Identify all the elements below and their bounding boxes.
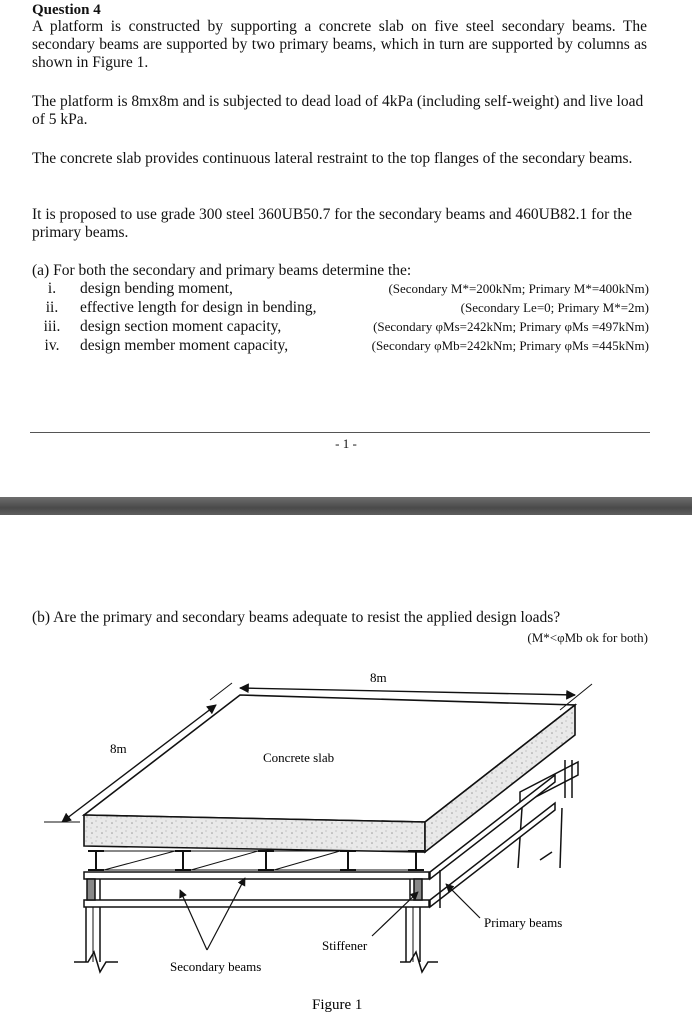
front-primary-beam [84, 872, 429, 907]
question-title: Question 4 [32, 2, 101, 18]
page-separator [0, 497, 692, 515]
leader-secondary-b [207, 878, 245, 950]
dim-label-left: 8m [110, 741, 127, 756]
paragraph-restraint: The concrete slab provides continuous lateral restraint to the top flanges of the secondary beams. [32, 150, 633, 167]
label-stiffener: Stiffener [322, 938, 368, 953]
footer-rule [30, 432, 650, 433]
list-answer: (Secondary φMb=242kNm; Primary φMs =445kNm) [371, 338, 649, 353]
list-item [32, 318, 649, 336]
part-b-answer: (M*<φMb ok for both) [527, 630, 648, 645]
list-text: design section moment capacity, [80, 318, 282, 335]
list-answer: (Secondary M*=200kNm; Primary M*=400kNm) [388, 281, 649, 296]
leader-primary [446, 884, 480, 918]
figure-1 [0, 650, 692, 1024]
paragraph-loads: The platform is 8mx8m and is subjected to dead load of 4kPa (including self-weight) and live load of 5 kPa. [32, 93, 644, 128]
list-item [32, 280, 649, 298]
label-secondary-beams: Secondary beams [170, 959, 262, 974]
figure-caption: Figure 1 [312, 997, 363, 1013]
list-text: effective length for design in bending, [80, 299, 317, 316]
leader-stiffener [372, 892, 418, 936]
list-number: i. [47, 280, 57, 297]
list-answer: (Secondary Le=0; Primary M*=2m) [460, 300, 649, 315]
dim-ext-top-left [210, 683, 232, 700]
part-a-intro: (a) For both the secondary and primary beams determine the: [32, 262, 412, 279]
dim-ext-top-right [560, 684, 592, 710]
list-item [32, 337, 649, 355]
list-number: ii. [45, 299, 59, 316]
list-text: design member moment capacity, [80, 337, 289, 354]
dim-line-top [240, 688, 575, 695]
part-b-question: (b) Are the primary and secondary beams adequate to resist the applied design loads? [32, 609, 561, 626]
dim-label-top: 8m [370, 670, 387, 685]
label-concrete-slab: Concrete slab [263, 750, 335, 765]
list-answer: (Secondary φMs=242kNm; Primary φMs =497kNm) [373, 319, 649, 334]
paragraph-intro: A platform is constructed by supporting a concrete slab on five steel secondary beams. The secondary beams are supported by two primary beams, which in turn are supported by columns as shown in Figure 1. [32, 18, 647, 71]
leader-secondary-a [180, 890, 207, 950]
secondary-beams [88, 851, 424, 870]
list-text: design bending moment, [80, 280, 233, 297]
list-number: iii. [43, 318, 61, 335]
concrete-slab-front [84, 815, 425, 852]
list-item [32, 299, 649, 317]
paragraph-sections: It is proposed to use grade 300 steel 360UB50.7 for the secondary beams and 460UB82.1 for the primary beams. [32, 206, 633, 241]
label-primary-beams: Primary beams [484, 915, 563, 930]
page-number: - 1 - [335, 436, 357, 451]
list-number: iv. [44, 337, 60, 354]
